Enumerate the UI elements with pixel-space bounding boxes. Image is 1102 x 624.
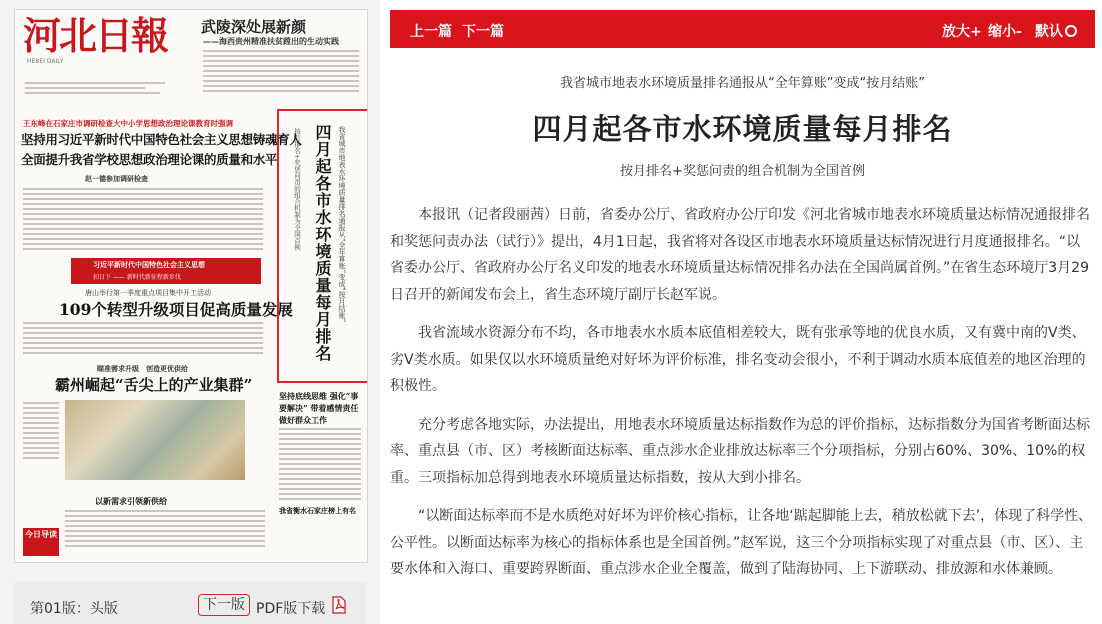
selected-article-subhead: 按月排名+奖惩问责的组合机制为全国首例 bbox=[293, 128, 301, 251]
story-kicker: 唐山举行第一季度重点项目集中开工活动 bbox=[85, 289, 211, 297]
text-block bbox=[203, 50, 359, 95]
lead-byline: 赵一德参加调研检查 bbox=[85, 175, 148, 183]
article-body bbox=[390, 202, 1093, 595]
newspaper-page-image[interactable] bbox=[14, 9, 368, 563]
text-block bbox=[23, 322, 263, 357]
lead-headline-1[interactable]: 坚持用习近平新时代中国特色社会主义思想铸魂育人 bbox=[21, 132, 302, 147]
side-headline-2[interactable]: 我省衡水石家庄榜上有名 bbox=[279, 506, 356, 515]
today-guide-badge: 今日导读 bbox=[23, 528, 59, 556]
reset-circle-icon bbox=[1065, 25, 1077, 37]
story-headline-2[interactable]: 霸州崛起“舌尖上的产业集群” bbox=[55, 376, 253, 394]
banner-line-1: 习近平新时代中国特色社会主义思想 bbox=[93, 261, 205, 269]
article-headline: 四月起各市水环境质量每月排名 bbox=[532, 112, 953, 146]
selected-article-kicker: 我省城市地表水环境质量排名通报从“全年算账”变成“按月结账” bbox=[338, 126, 346, 323]
side-headline[interactable]: 坚持底线思维 强化“事要解决” 带着感情责任做好群众工作 bbox=[279, 391, 359, 425]
prev-article-link[interactable]: 上一篇 bbox=[410, 24, 452, 40]
newspaper-panel bbox=[0, 0, 380, 624]
selected-article-title: 四月起各市水环境质量每月排名 bbox=[313, 124, 332, 362]
text-block bbox=[23, 188, 263, 253]
pdf-icon[interactable] bbox=[332, 596, 346, 614]
text-block bbox=[65, 510, 265, 550]
reset-zoom-label: 默认 bbox=[1035, 24, 1063, 40]
story-kicker-2: 瞄准需求升级 创造更优供给 bbox=[97, 365, 188, 373]
reset-zoom-button[interactable] bbox=[1035, 21, 1077, 41]
text-block bbox=[279, 428, 361, 503]
next-article-link[interactable]: 下一篇 bbox=[462, 24, 504, 40]
article-kicker: 我省城市地表水环境质量排名通报从“全年算账”变成“按月结账” bbox=[560, 76, 925, 91]
next-edition-button[interactable]: 下一版 bbox=[198, 594, 250, 616]
banner-line-2: 扣日下 —— 新时代新征程新步伐 bbox=[93, 274, 181, 281]
photo-caption: 以新需求引领新供给 bbox=[95, 497, 167, 506]
top-headline[interactable]: 武陵深处展新颜 bbox=[201, 18, 307, 36]
column-banner[interactable] bbox=[71, 258, 261, 284]
article-paragraph: “以断面达标率而不是水质绝对好坏为评价核心指标，让各地‘踮起脚能上去，稍放松就下去’，体现了科学性、公平性。以断面达标率为核心的指标体系也是全国首例。”赵军说，这三个分项指标实现了对重点县（市、区）、主要水体和入海口、重要跨界断面、重点涉水企业全覆盖，做到了陆海协同、上下游联动、排放源和水体兼顾。 bbox=[390, 508, 1093, 577]
edition-label: 第01版：头版 bbox=[30, 601, 118, 617]
masthead-meta bbox=[25, 82, 175, 97]
article-toolbar bbox=[390, 10, 1095, 48]
article-paragraph: 本报讯（记者段丽茜）日前，省委办公厅、省政府办公厅印发《河北省城市地表水环境质量达标情况通报排名和奖惩问责办法（试行）》提出，4月1日起，我省将对各设区市地表水环境质量达标情况进行月度通报排名。“以省委办公厅、省政府办公厅名义印发的地表水环境质量达标情况排名办法在全国尚属首例。”在省生态环境厅3月29日召开的新闻发布会上，省生态环境厅副厅长赵军说。 bbox=[390, 207, 1090, 303]
zoom-out-button[interactable]: 缩小- bbox=[988, 24, 1022, 40]
masthead-subtitle: HEBEI DAILY bbox=[27, 58, 64, 65]
text-block bbox=[23, 402, 59, 462]
article-paragraph: 充分考虑各地实际，办法提出，用地表水环境质量达标指数作为总的评价指标，达标指数分为国省考断面达标率、重点县（市、区）考核断面达标率、重点涉水企业排放达标率三个分项指标，分别占60%、30%、10%的权重。三项指标加总得到地表水环境质量达标指数，按从大到小排名。 bbox=[390, 416, 1090, 486]
masthead-logo: 河北日報 bbox=[23, 13, 168, 58]
edition-bar bbox=[14, 582, 366, 624]
news-photo[interactable] bbox=[65, 400, 245, 480]
top-subhead: ——海西贵州精准扶贫蹚出的生动实践 bbox=[203, 37, 339, 46]
lead-headline-2[interactable]: 全面提升我省学校思想政治理论课的质量和水平 bbox=[21, 152, 278, 167]
article-paragraph: 我省流域水资源分布不均，各市地表水水质本底值相差较大，既有张承等地的优良水质，又有冀中南的Ⅴ类、劣Ⅴ类水质。如果仅以水环境质量绝对好坏为评价标准，排名变动会很小，不利于调动水质本底值差的地区治理的积极性。 bbox=[390, 325, 1086, 394]
story-headline[interactable]: 109个转型升级项目促高质量发展 bbox=[59, 300, 293, 319]
pdf-download-link[interactable]: PDF版下载 bbox=[256, 601, 326, 617]
lead-kicker: 王东峰在石家庄市调研检查大中小学思想政治理论课教育时强调 bbox=[23, 119, 233, 128]
article-subhead: 按月排名+奖惩问责的组合机制为全国首例 bbox=[620, 164, 865, 179]
zoom-in-button[interactable]: 放大+ bbox=[942, 24, 982, 40]
